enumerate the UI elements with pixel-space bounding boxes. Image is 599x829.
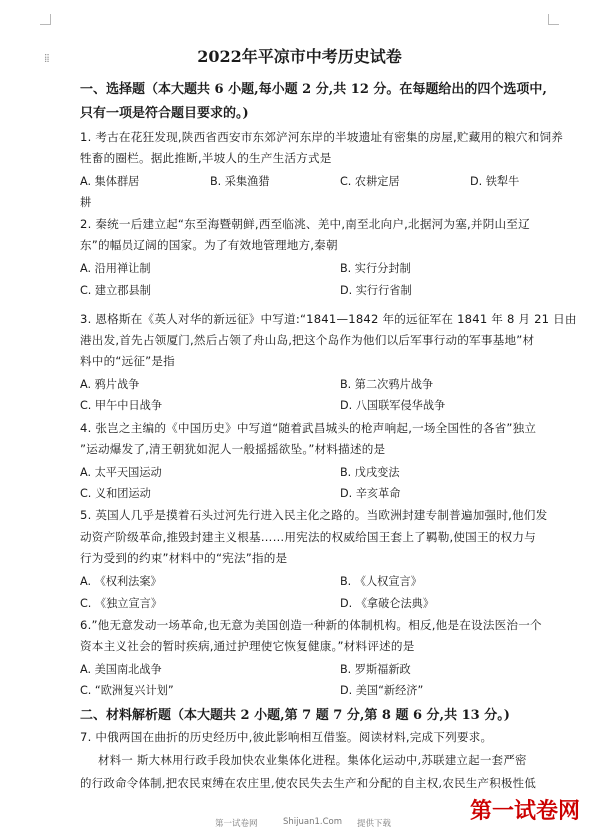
footer-site-url: Shijuan1.Com xyxy=(283,817,343,827)
q1-option-b: B. 采集渔猎 xyxy=(210,175,270,188)
q5-option-b: B. 《人权宣言》 xyxy=(340,575,422,588)
q5-stem-line1: 5. 英国人几乎是摸着石头过河先行进入民主化之路的。当欧洲封建专制普遍加强时,他们发 xyxy=(80,508,548,522)
q7-material1-line1: 材料一 斯大林用行政手段加快农业集体化进程。集体化运动中,苏联建立起一套严密 xyxy=(98,753,527,767)
q6-stem-line1: 6.”他无意发动一场革命,也无意为美国创造一种新的体制机构。相反,他是在设法医治一个 xyxy=(80,618,542,632)
q3-option-a: A. 鸦片战争 xyxy=(80,378,140,391)
q2-option-c: C. 建立郡县制 xyxy=(80,284,151,297)
margin-corner-top-left xyxy=(40,14,51,25)
q6-option-c: C. “欧洲复兴计划” xyxy=(80,684,174,697)
q4-option-a: A. 太平天国运动 xyxy=(80,466,162,479)
q1-option-d: D. 铁犁牛 xyxy=(470,175,520,188)
q6-option-d: D. 美国“新经济” xyxy=(340,684,424,697)
page-title: 2022年平凉市中考历史试卷 xyxy=(197,47,402,66)
margin-corner-top-right xyxy=(548,14,559,25)
q2-option-d: D. 实行行省制 xyxy=(340,284,412,297)
q7-stem-line1: 7. 中俄两国在曲折的历史经历中,彼此影响相互借鉴。阅读材料,完成下列要求。 xyxy=(80,730,493,744)
q5-option-a: A. 《权利法案》 xyxy=(80,575,162,588)
q4-option-b: B. 戊戌变法 xyxy=(340,466,400,479)
q6-option-b: B. 罗斯福新政 xyxy=(340,663,411,676)
q4-option-d: D. 辛亥革命 xyxy=(340,487,401,500)
section1-heading-line2: 只有一项是符合题目要求的。) xyxy=(80,106,249,121)
q6-stem-line2: 资本主义社会的暂时疾病,通过护理使它恢复健康。”材料评述的是 xyxy=(80,639,415,653)
q1-option-d-continued: 耕 xyxy=(80,196,92,209)
section1-heading-line1: 一、选择题（本大题共 6 小题,每小题 2 分,共 12 分。在每题给出的四个选项中, xyxy=(80,82,547,97)
q4-stem-line1: 4. 张岂之主编的《中国历史》中写道“随着武昌城头的枪声响起,一场全国性的各省”独立 xyxy=(80,421,537,435)
q5-stem-line2: 动资产阶级革命,推毁封建主义根基……用宪法的权威给国王套上了羁勒,使国王的权力与 xyxy=(80,530,536,544)
q1-stem-line1: 1. 考古在花狂发现,陕西省西安市东郊浐河东岸的半坡遗址有密集的房屋,贮藏用的粮穴和饲养 xyxy=(80,130,564,144)
q4-option-c: C. 义和团运动 xyxy=(80,487,151,500)
footer-site-name: 第一试卷网 xyxy=(215,819,258,829)
q5-option-d: D. 《拿破仑法典》 xyxy=(340,597,435,610)
move-handle-icon[interactable]: ⁞⁞ xyxy=(44,51,49,65)
q3-stem-line2: 港出发,首先占领厦门,然后占领了舟山岛,把这个岛作为他们以后军事行动的军事基地”材 xyxy=(80,333,535,347)
footer-download-note: 提供下载 xyxy=(357,819,392,829)
q3-stem-line3: 料中的“远征”是指 xyxy=(80,354,175,368)
q1-option-a: A. 集体群居 xyxy=(80,175,140,188)
q3-option-c: C. 甲午中日战争 xyxy=(80,399,163,412)
q7-material1-line2: 的行政命令体制,把农民束缚在农庄里,使农民失去生产和分配的自主权,农民生产积极性低 xyxy=(80,776,537,790)
q2-option-a: A. 沿用禅让制 xyxy=(80,262,151,275)
q1-stem-line2: 牲畜的圈栏。据此推断,半坡人的生产生活方式是 xyxy=(80,151,332,165)
q2-option-b: B. 实行分封制 xyxy=(340,262,411,275)
q5-stem-line3: 行为受到的约束”材料中的“宪法”指的是 xyxy=(80,551,288,565)
q4-stem-line2: ”运动爆发了,清王朝犹如泥人一般摇摇欲坠。”材料描述的是 xyxy=(80,442,386,456)
q1-option-c: C. 农耕定居 xyxy=(340,175,400,188)
q2-stem-line2: 东”的幅员辽阔的国家。为了有效地管理地方,秦朝 xyxy=(80,238,338,252)
q3-option-b: B. 第二次鸦片战争 xyxy=(340,378,434,391)
q3-option-d: D. 八国联军侵华战争 xyxy=(340,399,446,412)
q2-stem-line1: 2. 秦统一后建立起“东至海暨朝鲜,西至临洮、羌中,南至北向户,北据河为塞,并阴山至辽 xyxy=(80,217,530,231)
q5-option-c: C. 《独立宣言》 xyxy=(80,597,163,610)
watermark-brand: 第一试卷网 xyxy=(470,799,581,824)
section2-heading: 二、材料解析题（本大题共 2 小题,第 7 题 7 分,第 8 题 6 分,共 13 分。) xyxy=(80,708,510,723)
q3-stem-line1: 3. 恩格斯在《英人对华的新远征》中写道:“1841—1842 年的远征军在 1841 年 8 月 21 日由 xyxy=(80,312,577,326)
q6-option-a: A. 美国南北战争 xyxy=(80,663,162,676)
